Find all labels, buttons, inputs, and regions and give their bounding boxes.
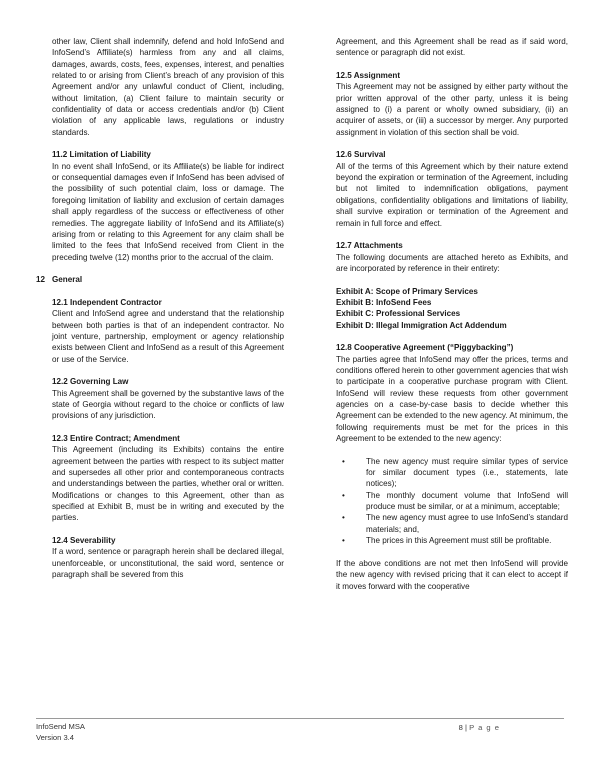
section-12-heading [36, 274, 284, 285]
paragraph-severability: If a word, sentence or paragraph herein shall be declared illegal, unenforceable, or unconstitutional, the said word, sentence or paragraph shall be severed from this [52, 547, 284, 580]
paragraph-governing-law: This Agreement shall be governed by the substantive laws of the state of Georgia without regard to the choice or conflicts of law provisions of any jurisdiction. [52, 388, 284, 421]
heading-cooperative-agreement: 12.8 Cooperative Agreement (“Piggybacking”) [336, 343, 514, 353]
list-item: • The monthly document volume that InfoSend will produce must be similar, or at a minimum, acceptable; [342, 490, 568, 512]
exhibit-d: Exhibit D: Illegal Immigration Act Addendum [336, 320, 507, 330]
section-12-number: 12 [36, 275, 46, 285]
paragraph-severability-continued: Agreement, and this Agreement shall be read as if said word, sentence or paragraph did not exist. [336, 37, 568, 58]
right-column [336, 36, 568, 592]
exhibit-b: Exhibit B: InfoSend Fees [336, 297, 432, 307]
page-number-value: 8 [458, 723, 463, 732]
paragraph-entire-contract: This Agreement (including its Exhibits) contains the entire agreement between the parties with respect to its subject matter and supersedes all other prior and contemporaneous contracts and understandings between the parties, whether oral or written. Modifications or changes to this Agreement, other than as specified at Exhibit B, must be in writing and executed by the parties. [52, 445, 284, 523]
section-12-title: General [52, 275, 83, 285]
bullet-icon: • [342, 490, 345, 500]
heading-limitation-of-liability: 11.2 Limitation of Liability [52, 150, 151, 160]
heading-governing-law: 12.2 Governing Law [52, 377, 129, 387]
heading-assignment: 12.5 Assignment [336, 71, 401, 81]
heading-independent-contractor: 12.1 Independent Contractor [52, 297, 162, 307]
heading-attachments: 12.7 Attachments [336, 241, 403, 251]
requirements-list [336, 456, 568, 547]
bullet-icon: • [342, 513, 345, 523]
list-item: • The new agency must agree to use InfoSend’s standard materials; and, [342, 513, 568, 534]
paragraph-independent-contractor: Client and InfoSend agree and understand that the relationship between both parties is that of an independent contractor. No joint venture, partnership, employment or agency relationship exists between Client and InfoSend as a result of this Agreement or use of the Service. [52, 309, 284, 364]
heading-survival: 12.6 Survival [336, 150, 386, 160]
list-item: • The prices in this Agreement must still be profitable. [342, 536, 552, 546]
paragraph-indemnify: other law, Client shall indemnify, defend and hold InfoSend and InfoSend’s Affiliate(s) harmless from any and all claims, damages, awards, costs, fees, expenses, interest, and penalties related to or arising from Client’s breach of any provision of this Agreement and/or any unlawful conduct of Client, including, without limitation, (a) Client failure to maintain security or confidentiality of data or access credentials and/or (b) Client violation of any applicable laws, regulations or industry standards. [52, 37, 284, 137]
bullet-icon: • [342, 536, 345, 546]
paragraph-cooperative-agreement: The parties agree that InfoSend may offer the prices, terms and conditions offered herein to other government agencies that wish to participate in a cooperative purchase program with Client. InfoSend will review these requests from other government agencies on a case-by-case basis to decide whether this Agreement can be extended to the new agency. At minimum, the following requirements must be met for the prices in this Agreement to be extended to the new agency: [336, 354, 569, 444]
exhibit-a: Exhibit A: Scope of Primary Services [336, 286, 478, 296]
paragraph-conditions-not-met: If the above conditions are not met then InfoSend will provide the new agency with revised pricing that it can elect to accept if it moves forward with the cooperative [336, 558, 568, 591]
page-number [459, 723, 500, 734]
page-footer [36, 718, 564, 743]
list-item: • The new agency must require similar types of service for similar document types (i.e., statements, late notices); [342, 456, 568, 489]
bullet-icon: • [342, 456, 345, 466]
heading-severability: 12.4 Severability [52, 536, 116, 546]
footer-version: Version 3.4 [36, 732, 74, 742]
left-column [36, 36, 284, 581]
paragraph-survival: All of the terms of this Agreement which by their nature extend beyond the expiration or termination of the Agreement, including but not limited to indemnification obligations, payment obligations, confidentiality obligations and limitations of liability, shall survive expiration or termination of the Agreement and remain in full force and effect. [336, 161, 568, 228]
footer-doc-title: InfoSend MSA [36, 722, 85, 731]
page-separator: | [462, 723, 470, 732]
exhibit-c: Exhibit C: Professional Services [336, 309, 461, 319]
page-word: P a g e [469, 723, 500, 732]
paragraph-attachments: The following documents are attached hereto as Exhibits, and are incorporated by reference in their entirety: [336, 252, 568, 273]
paragraph-limitation-of-liability: In no event shall InfoSend, or its Affiliate(s) be liable for indirect or consequential damages even if InfoSend has been advised of the possibility of such potential claim, loss or damage. The foregoing limitation of liability and exclusion of certain damages shall apply regardless of the success or effectiveness of other remedies. The aggregate liability of InfoSend and its Affiliate(s) arising from or relating to this Agreement for any claim shall be limited to the fees that InfoSend received from Client in the preceding twelve (12) months prior to the accrual of the claim. [52, 161, 284, 262]
paragraph-assignment: This Agreement may not be assigned by either party without the prior written approval of the other party, unless it is being assigned to (i) a parent or wholly owned subsidiary, (ii) an acquirer of assets, or (iii) a successor by merger. Any purported assignment in violation of this section shall be void. [336, 82, 568, 137]
heading-entire-contract: 12.3 Entire Contract; Amendment [52, 434, 180, 444]
